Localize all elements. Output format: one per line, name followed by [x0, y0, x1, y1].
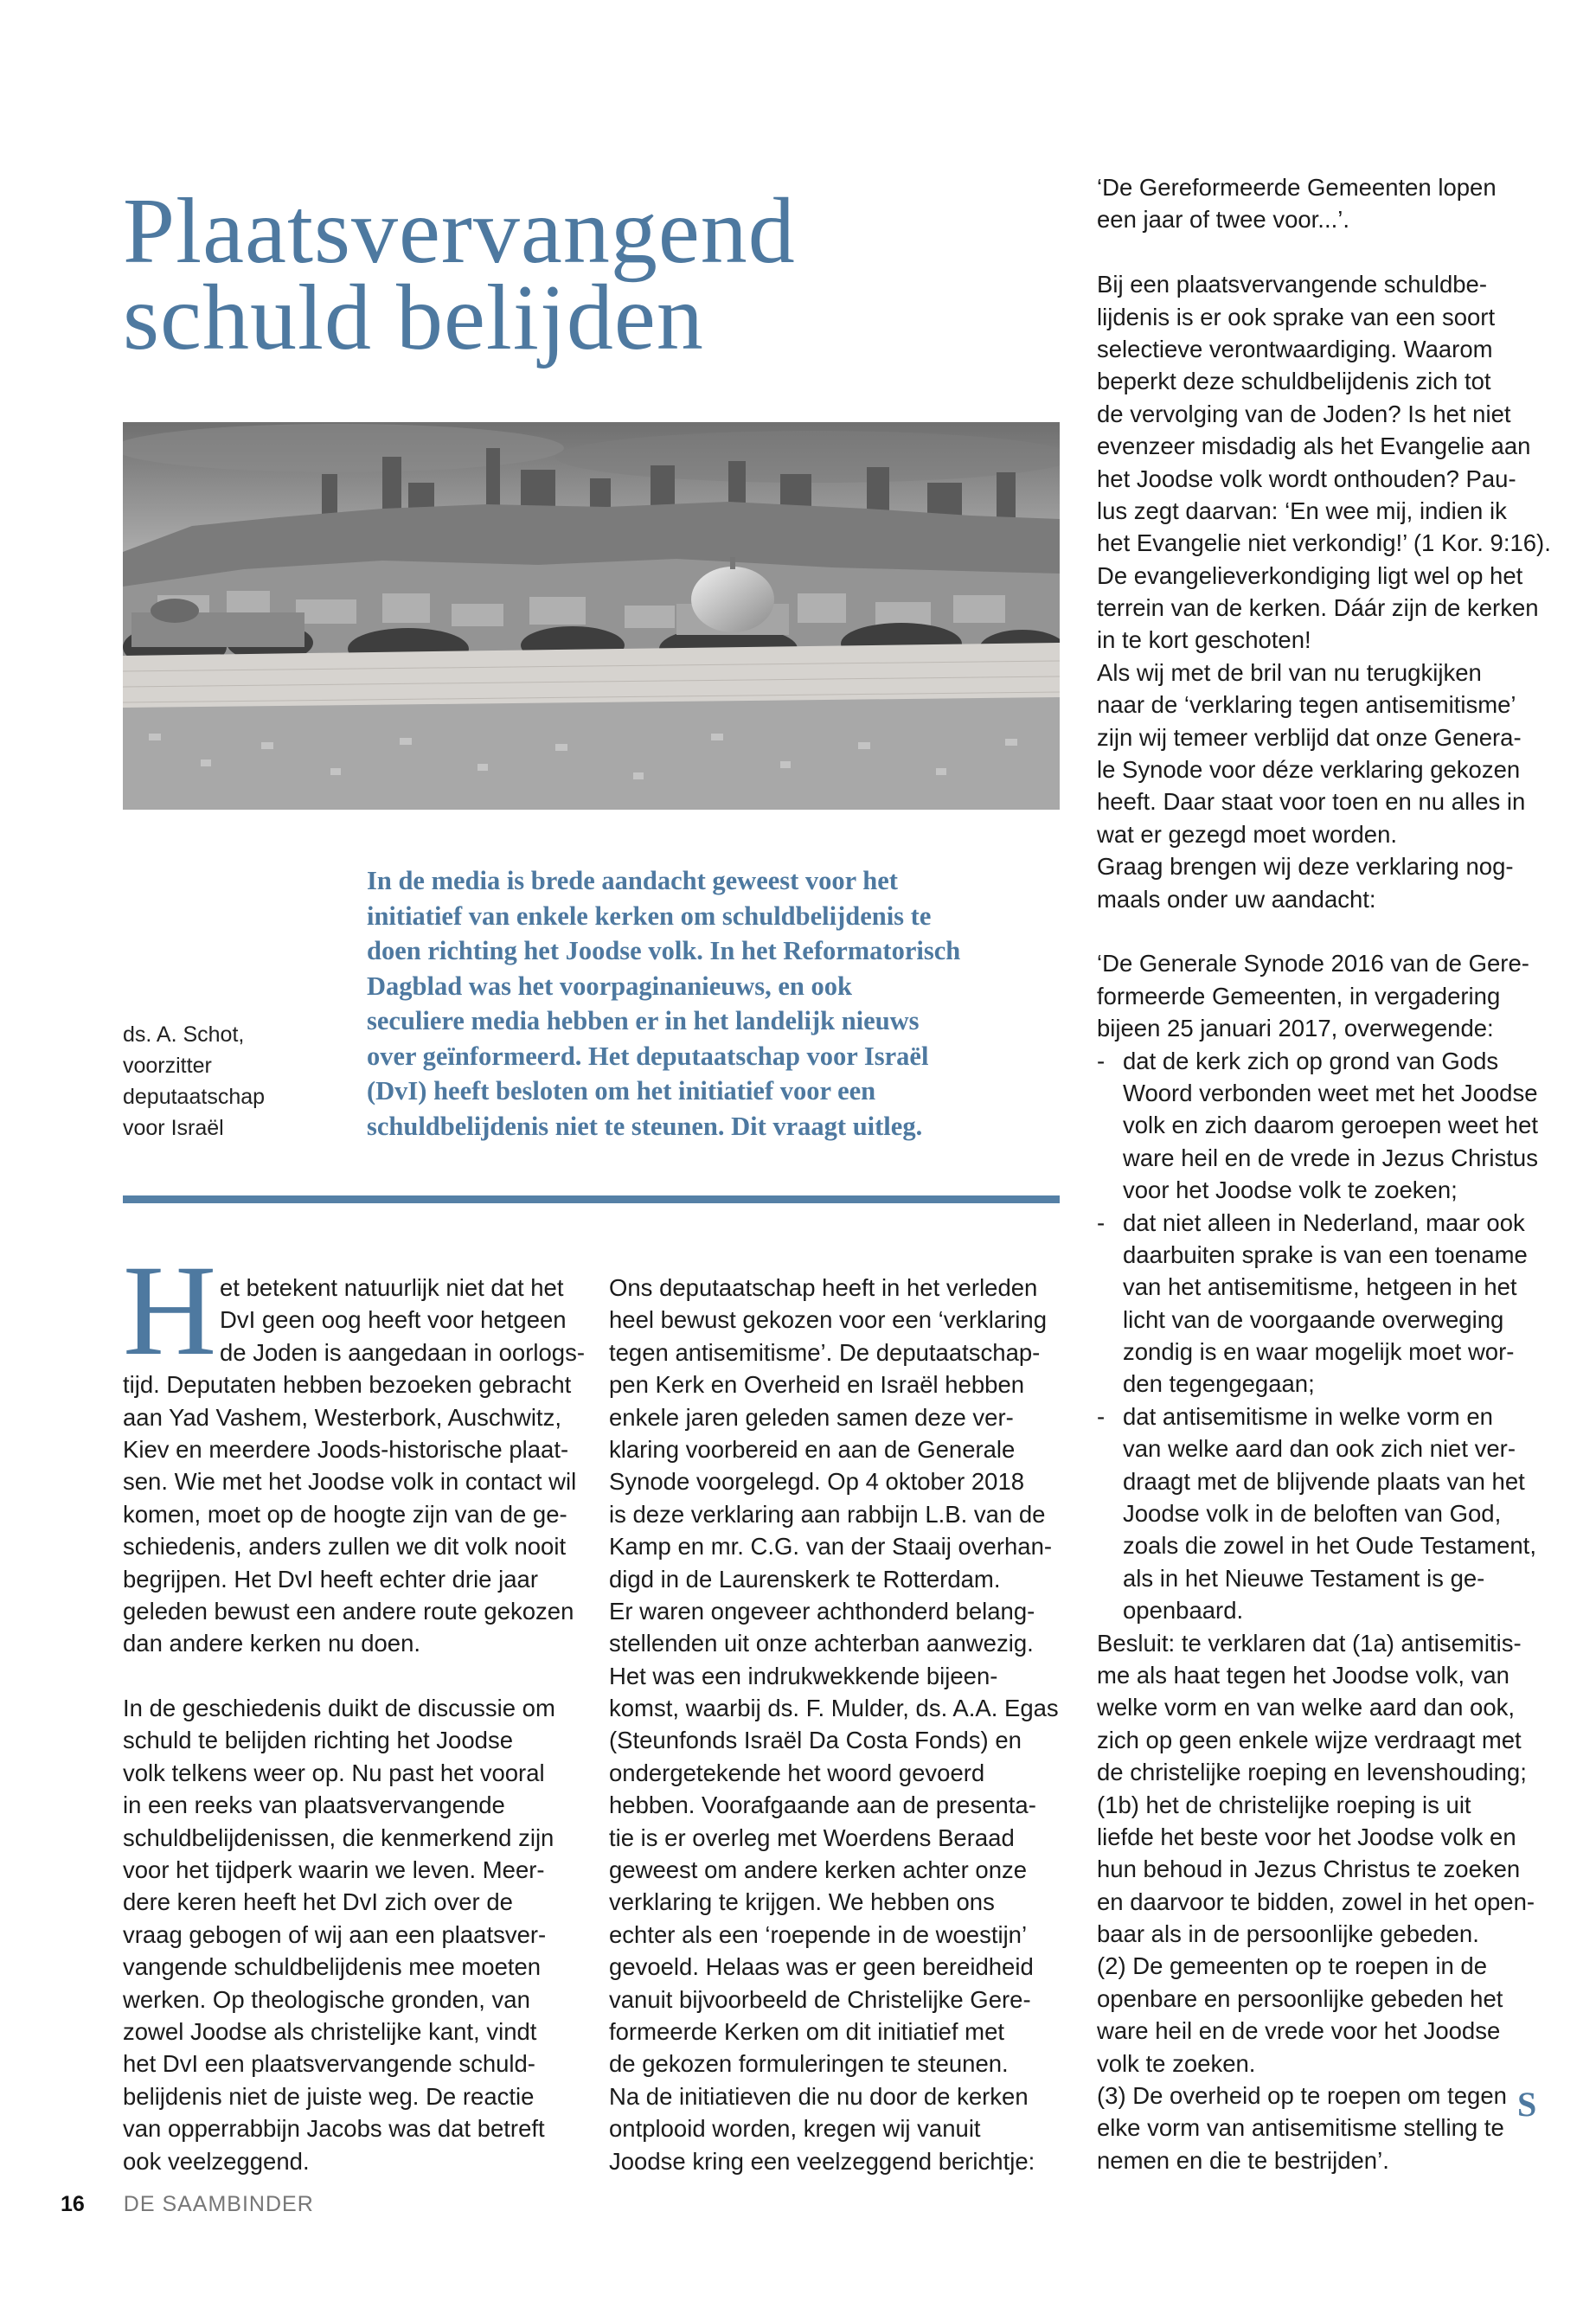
body-column-2 — [609, 1272, 1059, 2177]
text-line: (1b) het de christelijke roeping is uit — [1097, 1791, 1471, 1818]
text-line: komst, waarbij ds. F. Mulder, ds. A.A. Egas — [609, 1695, 1059, 1722]
text-line: hebben. Voorafgaande aan de presenta- — [609, 1791, 1036, 1819]
text-line: stellenden uit onze achterban aanwezig. — [609, 1630, 1034, 1657]
text-line: tegen antisemitisme’. De deputaatschap- — [609, 1338, 1041, 1366]
text-line: is deze verklaring aan rabbijn L.B. van de — [609, 1500, 1046, 1528]
text-line: Het was een indrukwekkende bijeen- — [609, 1662, 998, 1689]
text-line: klaring voorbereid en aan de Generale — [609, 1435, 1016, 1463]
text-line: zijn wij temeer verblijd dat onze Genera- — [1097, 723, 1522, 751]
text-line: ware heil en de vrede in Jezus Christus — [1123, 1144, 1538, 1171]
paragraph-gap — [123, 1660, 555, 1692]
text-line: volk te zoeken. — [1097, 2049, 1256, 2077]
text-line: terrein van de kerken. Dáár zijn de kerken — [1097, 594, 1539, 622]
text-line: geweest om andere kerken achter onze — [609, 1856, 1028, 1884]
text-line: openbare en persoonlijke gebeden het — [1097, 1984, 1503, 2012]
text-line: - dat niet alleen in Nederland, maar ook — [1097, 1207, 1538, 1239]
text-line: in te kort geschoten! — [1097, 626, 1311, 654]
author-line: ds. A. Schot, — [123, 1022, 245, 1047]
text-line: Bij een plaatsvervangende schuldbe- — [1097, 271, 1487, 298]
author-line: deputaatschap — [123, 1085, 266, 1109]
text-line: nemen en die te bestrijden’. — [1097, 2146, 1389, 2174]
text-line: ook veelzeggend. — [123, 2147, 310, 2175]
page-number: 16 — [61, 2192, 85, 2216]
text-line: Na de initiatieven die nu door de kerken — [609, 2082, 1029, 2110]
text-line: Kiev en meerdere Joods-historische plaat- — [123, 1435, 569, 1463]
text-line: hun behoud in Jezus Christus te zoeken — [1097, 1856, 1521, 1883]
text-line: dan andere kerken nu doen. — [123, 1630, 421, 1657]
text-line: evenzeer misdadig als het Evangelie aan — [1097, 433, 1531, 460]
text-line: heel bewust gekozen voor een ‘verklaring — [609, 1306, 1047, 1334]
text-line: draagt met de blijvende plaats van het — [1123, 1467, 1525, 1495]
section-divider — [123, 1195, 1060, 1203]
text-line: tie is er overleg met Woerdens Beraad — [609, 1823, 1015, 1851]
text-line: het DvI een plaatsvervangende schuld- — [123, 2050, 535, 2078]
text-line: verklaring te krijgen. We hebben ons — [609, 1888, 995, 1916]
text-line: heeft. Daar staat voor toen en nu alles in — [1097, 788, 1526, 816]
intro-line: over geïnformeerd. Het deputaatschap voor Israël — [367, 1041, 929, 1071]
text-line: zowel Joodse als christelijke kant, vindt — [123, 2017, 537, 2045]
text-line: schiedenis, anders zullen we dit volk nooit — [123, 1533, 567, 1561]
text-line: een jaar of twee voor...’. — [1097, 206, 1349, 234]
text-line: vraag gebogen of wij aan een plaatsver- — [123, 1920, 547, 1948]
text-line: Synode voorgelegd. Op 4 oktober 2018 — [609, 1468, 1025, 1496]
text-line: vangende schuldbelijdenis mee moeten — [123, 1953, 542, 1981]
text-line: van opperrabbijn Jacobs was dat betreft — [123, 2115, 545, 2143]
text-line: gevoeld. Helaas was er geen bereidheid — [609, 1953, 1034, 1981]
text-line: tijd. Deputaten hebben bezoeken gebracht — [123, 1371, 572, 1399]
text-line: daarbuiten sprake is van een toename — [1123, 1240, 1528, 1268]
intro-line: schuldbelijdenis niet te steunen. Dit vraagt uitleg. — [367, 1111, 923, 1141]
drop-cap: H — [123, 1239, 217, 1382]
paragraph-gap — [1097, 236, 1538, 268]
text-line: begrijpen. Het DvI heeft echter drie jaar — [123, 1565, 538, 1593]
jerusalem-photo — [123, 422, 1060, 810]
text-line: van het antisemitisme, hetgeen in het — [1123, 1273, 1517, 1301]
text-line: maals onder uw aandacht: — [1097, 885, 1376, 913]
paragraph-gap — [1097, 915, 1538, 947]
text-line: formeerde Kerken om dit initiatief met — [609, 2017, 1004, 2045]
text-line: de christelijke roeping en levenshouding; — [1097, 1759, 1527, 1786]
article-title — [123, 180, 1040, 369]
end-mark-icon: S — [1517, 2085, 1537, 2124]
text-line: beperkt deze schuldbelijdenis zich tot — [1097, 368, 1491, 395]
text-line: het Evangelie niet verkondig!’ (1 Kor. 9:16). — [1097, 529, 1551, 557]
author-line: voorzitter — [123, 1054, 212, 1078]
text-line: ‘De Generale Synode 2016 van de Gere- — [1097, 950, 1529, 977]
text-line: formeerde Gemeenten, in vergadering — [1097, 982, 1501, 1009]
text-line: geleden bewust een andere route gekozen — [123, 1597, 574, 1625]
text-line: Woord verbonden weet met het Joodse — [1123, 1079, 1538, 1106]
text-line: dere keren heeft het DvI zich over de — [123, 1888, 513, 1916]
text-line: ware heil en de vrede voor het Joodse — [1097, 2017, 1501, 2045]
text-line: Ons deputaatschap heeft in het verleden — [609, 1274, 1038, 1301]
text-line: digd in de Laurenskerk te Rotterdam. — [609, 1565, 1001, 1593]
text-line: de gekozen formuleringen te steunen. — [609, 2050, 1009, 2078]
text-line: (3) De overheid op te roepen om tegen — [1097, 2082, 1507, 2110]
intro-line: seculiere media hebben er in het landelijk nieuws — [367, 1006, 920, 1035]
text-line: welke vorm en van welke aard dan ook, — [1097, 1694, 1516, 1721]
text-line: ‘De Gereformeerde Gemeenten lopen — [1097, 174, 1497, 201]
title-line: schuld belijden — [123, 266, 704, 369]
text-line: le Synode voor déze verklaring gekozen — [1097, 756, 1521, 784]
intro-line: initiatief van enkele kerken om schuldbelijdenis te — [367, 901, 932, 931]
text-line: lijdenis is er ook sprake van een soort — [1097, 303, 1496, 330]
text-line: (2) De gemeenten op te roepen in de — [1097, 1952, 1487, 1980]
text-line: het Joodse volk wordt onthouden? Pau- — [1097, 465, 1516, 492]
text-line: voor het Joodse volk te zoeken; — [1123, 1176, 1458, 1204]
text-line: Er waren ongeveer achthonderd belang- — [609, 1597, 1035, 1625]
author-credit — [123, 1019, 356, 1144]
text-line: wat er gezegd moet worden. — [1097, 820, 1397, 848]
text-line: voor het tijdperk waarin we leven. Meer- — [123, 1856, 545, 1884]
intro-line: Dagblad was het voorpaginanieuws, en ook — [367, 971, 852, 1001]
text-line: ontplooid worden, kregen wij vanuit — [609, 2115, 981, 2143]
text-line: elke vorm van antisemitisme stelling te — [1097, 2114, 1504, 2142]
text-line: belijdenis niet de juiste weg. De reactie — [123, 2082, 535, 2110]
text-line: de vervolging van de Joden? Is het niet — [1097, 400, 1511, 427]
text-line: Joodse volk in de beloften van God, — [1123, 1500, 1502, 1528]
text-line: et betekent natuurlijk niet dat het — [220, 1274, 564, 1301]
list-dash: - — [1097, 1047, 1106, 1074]
text-line: bijeen 25 januari 2017, overwegende: — [1097, 1015, 1494, 1042]
text-line: ondergetekende het woord gevoerd — [609, 1759, 985, 1786]
text-line: de Joden is aangedaan in oorlogs- — [220, 1338, 585, 1366]
text-line: zich op geen enkele wijze verdraagt met — [1097, 1726, 1522, 1753]
text-line: volk en zich daarom geroepen weet het — [1123, 1112, 1539, 1139]
text-line: openbaard. — [1123, 1597, 1244, 1625]
text-line: DvI geen oog heeft voor hetgeen — [220, 1306, 567, 1334]
page-footer — [61, 2189, 314, 2220]
text-line: werken. Op theologische gronden, van — [123, 1985, 530, 2013]
title-line: Plaatsvervangend — [123, 180, 796, 283]
text-line: aan Yad Vashem, Westerbork, Auschwitz, — [123, 1403, 561, 1431]
intro-line: (DvI) heeft besloten om het initiatief voor een — [367, 1076, 876, 1106]
text-line: komen, moet op de hoogte zijn van de ge- — [123, 1500, 567, 1528]
text-line: en daarvoor te bidden, zowel in het open- — [1097, 1888, 1535, 1915]
text-line: den tegengegaan; — [1123, 1370, 1315, 1398]
body-column-1 — [123, 1272, 585, 2177]
text-line: Kamp en mr. C.G. van der Staaij overhan- — [609, 1533, 1053, 1561]
text-line: zondig is en waar mogelijk moet wor- — [1123, 1338, 1515, 1366]
text-line: schuld te belijden richting het Joodse — [123, 1727, 513, 1754]
text-line: - dat de kerk zich op grond van Gods — [1097, 1045, 1538, 1077]
text-line: pen Kerk en Overheid en Israël hebben — [609, 1371, 1025, 1399]
text-line: De evangelieverkondiging ligt wel op het — [1097, 561, 1523, 589]
intro-line: In de media is brede aandacht geweest voor het — [367, 866, 898, 895]
text-line: (Steunfonds Israël Da Costa Fonds) en — [609, 1727, 1022, 1754]
text-line: licht van de voorgaande overweging — [1123, 1305, 1504, 1333]
text-line: echter als een ‘roepende in de woestijn’ — [609, 1920, 1028, 1948]
text-line: In de geschiedenis duikt de discussie om — [123, 1695, 555, 1722]
text-line: me als haat tegen het Joodse volk, van — [1097, 1661, 1509, 1689]
text-line: Besluit: te verklaren dat (1a) antisemitis- — [1097, 1629, 1522, 1657]
text-line: schuldbelijdenissen, die kenmerkend zijn — [123, 1823, 554, 1851]
text-line: Joodse kring een veelzeggend berichtje: — [609, 2147, 1035, 2175]
text-line: Graag brengen wij deze verklaring nog- — [1097, 853, 1514, 881]
author-line: voor Israël — [123, 1116, 224, 1140]
intro-lead — [367, 863, 1061, 1144]
text-line: - dat antisemitisme in welke vorm en — [1097, 1400, 1538, 1433]
text-line: sen. Wie met het Joodse volk in contact wil — [123, 1468, 577, 1496]
text-line: Als wij met de bril van nu terugkijken — [1097, 658, 1482, 686]
list-dash: - — [1097, 1208, 1106, 1236]
text-line: in een reeks van plaatsvervangende — [123, 1791, 505, 1819]
text-line: zoals die zowel in het Oude Testament, — [1123, 1532, 1536, 1560]
text-line: enkele jaren geleden samen deze ver- — [609, 1403, 1014, 1431]
magazine-name: DE SAAMBINDER — [123, 2192, 314, 2216]
body-column-3 — [1097, 171, 1551, 2176]
text-line: volk telkens weer op. Nu past het vooral — [123, 1759, 545, 1786]
intro-line: doen richting het Joodse volk. In het Reformatorisch — [367, 936, 961, 965]
text-line: selectieve verontwaardiging. Waarom — [1097, 335, 1493, 362]
text-line: liefde het beste voor het Joodse volk en — [1097, 1823, 1516, 1850]
text-line: als in het Nieuwe Testament is ge- — [1123, 1564, 1485, 1592]
text-line: lus zegt daarvan: ‘En wee mij, indien ik — [1097, 497, 1507, 524]
list-dash: - — [1097, 1402, 1106, 1430]
text-line: van welke aard dan ook zich niet ver- — [1123, 1435, 1516, 1463]
text-line: vanuit bijvoorbeeld de Christelijke Gere- — [609, 1985, 1031, 2013]
text-line: baar als in de persoonlijke gebeden. — [1097, 1920, 1479, 1948]
text-line: naar de ‘verklaring tegen antisemitisme’ — [1097, 691, 1516, 719]
